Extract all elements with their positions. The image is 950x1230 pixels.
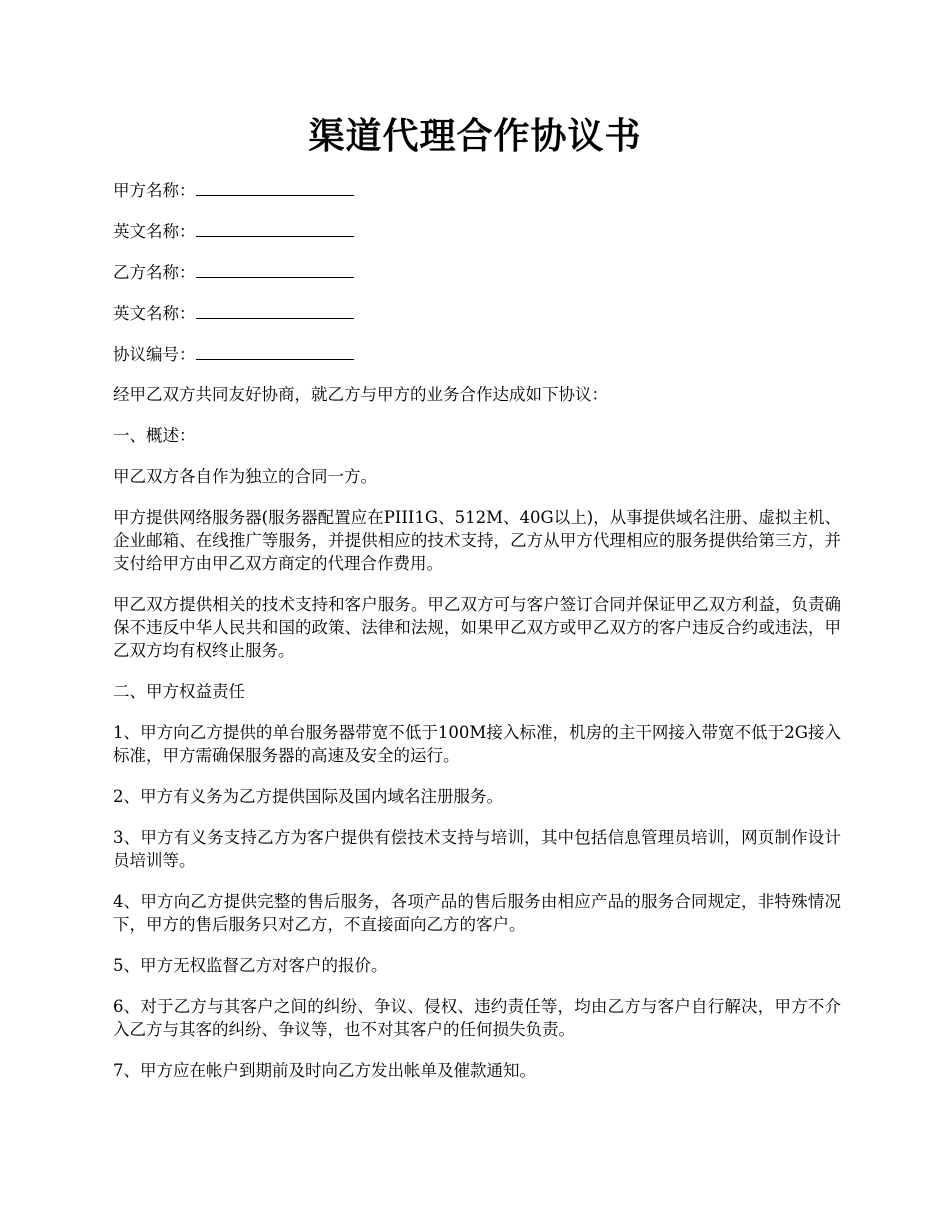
clause-3: 3、甲方有义务支持乙方为客户提供有偿技术支持与培训，其中包括信息管理员培训，网页制作设计员培训等。 xyxy=(113,828,841,870)
paragraph: 甲方提供网络服务器(服务器配置应在PIII1G、512M、40G以上)，从事提供域名注册、虚拟主机、企业邮箱、在线推广等服务，并提供相应的技术支持，乙方从甲方代理相应的服务提供给第三方，并支付给甲方由甲乙双方商定的代理合作费用。 xyxy=(113,508,841,573)
blank-line xyxy=(196,178,354,196)
clause-5: 5、甲方无权监督乙方对客户的报价。 xyxy=(113,956,388,975)
blank-line xyxy=(196,301,354,319)
section-heading-overview: 一、概述： xyxy=(113,426,196,445)
paragraph: 甲乙双方各自作为独立的合同一方。 xyxy=(113,467,377,486)
field-label: 英文名称： xyxy=(113,304,196,323)
blank-line xyxy=(196,342,354,360)
clause-4: 4、甲方向乙方提供完整的售后服务，各项产品的售后服务由相应产品的服务合同规定，非特殊情况下，甲方的售后服务只对乙方，不直接面向乙方的客户。 xyxy=(113,892,841,934)
field-label: 甲方名称： xyxy=(113,181,196,200)
field-label: 协议编号： xyxy=(113,345,196,364)
field-label: 英文名称： xyxy=(113,222,196,241)
party-b-english-name-field xyxy=(113,301,841,324)
field-label: 乙方名称： xyxy=(113,263,196,282)
clause-6: 6、对于乙方与其客户之间的纠纷、争议、侵权、违约责任等，均由乙方与客户自行解决，甲方不介入乙方与其客的纠纷、争议等，也不对其客户的任何损失负责。 xyxy=(113,997,841,1039)
blank-line xyxy=(196,260,354,278)
clause-1: 1、甲方向乙方提供的单台服务器带宽不低于100M接入标准，机房的主干网接入带宽不低于2G接入标准，甲方需确保服务器的高速及安全的运行。 xyxy=(113,723,841,765)
party-a-name-field xyxy=(113,178,841,201)
agreement-number-field xyxy=(113,342,841,365)
paragraph: 甲乙双方提供相关的技术支持和客户服务。甲乙双方可与客户签订合同并保证甲乙双方利益，负责确保不违反中华人民共和国的政策、法律和法规，如果甲乙双方或甲乙双方的客户违反合约或违法，甲乙双方均有权终止服务。 xyxy=(113,595,841,660)
intro-paragraph: 经甲乙双方共同友好协商，就乙方与甲方的业务合作达成如下协议： xyxy=(113,385,608,404)
party-a-english-name-field xyxy=(113,219,841,242)
section-heading-party-a-rights: 二、甲方权益责任 xyxy=(113,682,245,701)
document-title: 渠道代理合作协议书 xyxy=(308,115,642,157)
blank-line xyxy=(196,219,354,237)
clause-7: 7、甲方应在帐户到期前及时向乙方发出帐单及催款通知。 xyxy=(113,1061,536,1080)
document-body xyxy=(113,178,841,1100)
clause-2: 2、甲方有义务为乙方提供国际及国内域名注册服务。 xyxy=(113,787,503,806)
party-b-name-field xyxy=(113,260,841,283)
